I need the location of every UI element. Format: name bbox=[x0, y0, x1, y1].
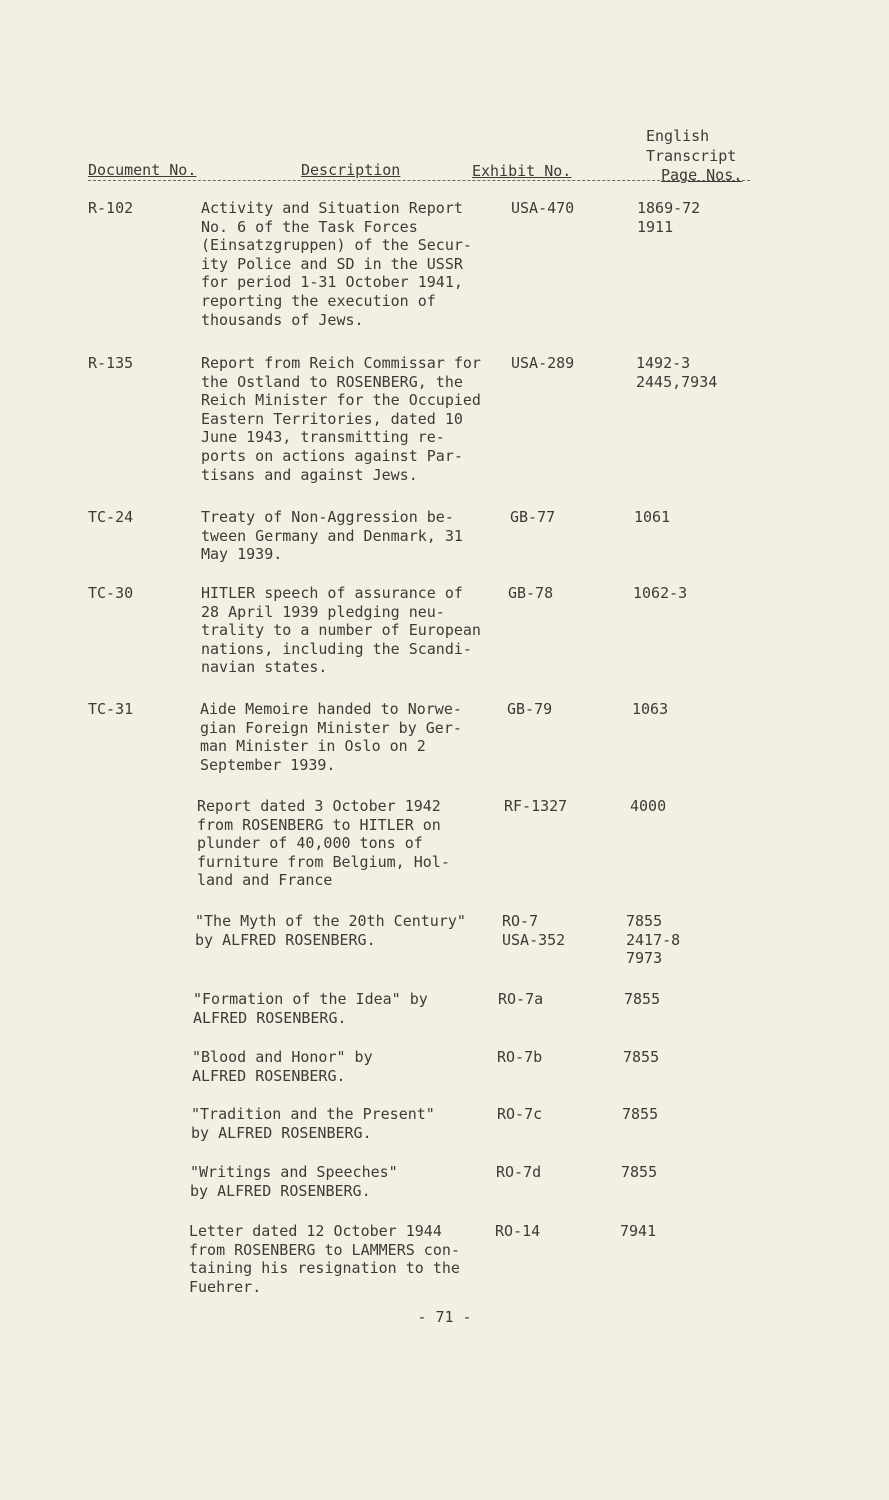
document-number: R-102 bbox=[88, 199, 134, 217]
header-description: Description bbox=[301, 161, 401, 179]
description-line: from ROSENBERG to HITLER on bbox=[197, 815, 441, 834]
transcript-pages bbox=[626, 912, 680, 968]
exhibit-line: RO-7d bbox=[496, 1163, 542, 1181]
description-line: No. 6 of the Task Forces bbox=[201, 217, 418, 236]
description bbox=[197, 797, 450, 890]
pages-line: 2445,7934 bbox=[636, 372, 718, 391]
description-line: land and France bbox=[197, 871, 333, 890]
description-line: "Tradition and the Present" bbox=[191, 1105, 435, 1123]
description-line: Report dated 3 October 1942 bbox=[197, 797, 441, 815]
pages-line: 7855 bbox=[626, 912, 663, 930]
exhibit-line: USA-289 bbox=[511, 354, 575, 372]
exhibit-line: USA-352 bbox=[502, 930, 566, 949]
description-line: ALFRED ROSENBERG. bbox=[192, 1066, 346, 1085]
transcript-pages bbox=[632, 700, 668, 719]
description bbox=[195, 912, 466, 949]
description bbox=[190, 1163, 398, 1200]
description-line: for period 1-31 October 1941, bbox=[201, 273, 463, 292]
description-line: "Writings and Speeches" bbox=[190, 1163, 398, 1181]
document-number: TC-30 bbox=[88, 584, 134, 602]
pages-line: 1061 bbox=[634, 508, 671, 526]
exhibit-line: RO-7c bbox=[497, 1105, 543, 1123]
pages-line: 7855 bbox=[623, 1048, 660, 1066]
exhibit-number bbox=[498, 990, 543, 1009]
description-line: "Blood and Honor" by bbox=[192, 1048, 373, 1066]
exhibit-line: GB-78 bbox=[508, 584, 554, 602]
pages-line: 7973 bbox=[626, 949, 663, 968]
description-line: Letter dated 12 October 1944 bbox=[189, 1222, 442, 1240]
description bbox=[201, 584, 481, 677]
description bbox=[189, 1222, 460, 1296]
pages-line: 7855 bbox=[624, 990, 661, 1008]
description-line: furniture from Belgium, Hol- bbox=[197, 852, 450, 871]
description-line: ALFRED ROSENBERG. bbox=[193, 1008, 347, 1027]
exhibit-line: USA-470 bbox=[511, 199, 575, 217]
description-line: Aide Memoire handed to Norwe- bbox=[200, 700, 462, 718]
transcript-pages bbox=[622, 1105, 658, 1124]
exhibit-line: RO-14 bbox=[495, 1222, 541, 1240]
description-line: the Ostland to ROSENBERG, the bbox=[201, 372, 463, 391]
exhibit-number bbox=[497, 1048, 542, 1067]
transcript-pages bbox=[633, 584, 687, 603]
exhibit-line: RF-1327 bbox=[504, 797, 568, 815]
description-line: September 1939. bbox=[200, 755, 336, 774]
transcript-pages bbox=[624, 990, 660, 1009]
description-line: navian states. bbox=[201, 658, 328, 677]
exhibit-line: GB-77 bbox=[510, 508, 556, 526]
description-line: man Minister in Oslo on 2 bbox=[200, 737, 426, 756]
exhibit-number bbox=[504, 797, 567, 816]
description-line: by ALFRED ROSENBERG. bbox=[190, 1181, 371, 1200]
exhibit-number bbox=[495, 1222, 540, 1241]
description-line: tisans and against Jews. bbox=[201, 465, 418, 484]
pages-line: 1062-3 bbox=[633, 584, 688, 602]
description bbox=[193, 990, 428, 1027]
document-number: TC-31 bbox=[88, 700, 134, 718]
description-line: taining his resignation to the bbox=[189, 1259, 460, 1278]
header-rule bbox=[88, 180, 750, 181]
description-line: tween Germany and Denmark, 31 bbox=[201, 526, 463, 545]
description-line: from ROSENBERG to LAMMERS con- bbox=[189, 1240, 460, 1259]
transcript-pages bbox=[623, 1048, 659, 1067]
description-line: "The Myth of the 20th Century" bbox=[195, 912, 466, 930]
description-line: HITLER speech of assurance of bbox=[201, 584, 463, 602]
description bbox=[192, 1048, 373, 1085]
description-line: ports on actions against Par- bbox=[201, 446, 463, 465]
document-number: R-135 bbox=[88, 354, 134, 372]
pages-line: 1911 bbox=[637, 217, 674, 236]
description-line: thousands of Jews. bbox=[201, 310, 364, 329]
exhibit-number bbox=[511, 354, 574, 373]
exhibit-line: GB-79 bbox=[507, 700, 553, 718]
description-line: (Einsatzgruppen) of the Secur- bbox=[201, 236, 472, 255]
transcript-pages bbox=[636, 354, 717, 391]
exhibit-number bbox=[497, 1105, 542, 1124]
pages-line: 1869-72 bbox=[637, 199, 701, 217]
pages-line: 4000 bbox=[630, 797, 667, 815]
pages-line: 7855 bbox=[622, 1105, 659, 1123]
description-line: Activity and Situation Report bbox=[201, 199, 463, 217]
description-line: May 1939. bbox=[201, 545, 283, 564]
transcript-pages bbox=[620, 1222, 656, 1241]
description-line: by ALFRED ROSENBERG. bbox=[195, 930, 376, 949]
exhibit-line: RO-7a bbox=[498, 990, 544, 1008]
description bbox=[200, 700, 462, 774]
description-line: gian Foreign Minister by Ger- bbox=[200, 718, 462, 737]
description-line: Eastern Territories, dated 10 bbox=[201, 409, 463, 428]
description bbox=[201, 354, 481, 484]
description-line: reporting the execution of bbox=[201, 291, 436, 310]
description-line: nations, including the Scandi- bbox=[201, 639, 472, 658]
exhibit-number bbox=[511, 199, 574, 218]
document-number: TC-24 bbox=[88, 508, 134, 526]
header-transcript-line2: Transcript bbox=[646, 147, 737, 165]
exhibit-number bbox=[502, 912, 565, 949]
description-line: Treaty of Non-Aggression be- bbox=[201, 508, 454, 526]
description bbox=[201, 508, 463, 564]
page-number: - 71 - bbox=[417, 1308, 472, 1326]
transcript-pages bbox=[634, 508, 670, 527]
pages-line: 1063 bbox=[632, 700, 669, 718]
transcript-pages bbox=[621, 1163, 657, 1182]
description-line: Fuehrer. bbox=[189, 1277, 262, 1296]
header-transcript-line1: English bbox=[646, 127, 710, 145]
exhibit-number bbox=[507, 700, 552, 719]
exhibit-number bbox=[510, 508, 555, 527]
header-exhibit-no: Exhibit No. bbox=[472, 162, 572, 180]
exhibit-number bbox=[496, 1163, 541, 1182]
pages-line: 2417-8 bbox=[626, 930, 681, 949]
pages-line: 7855 bbox=[621, 1163, 658, 1181]
pages-line: 1492-3 bbox=[636, 354, 691, 372]
header-document-no: Document No. bbox=[88, 161, 197, 179]
description-line: ity Police and SD in the USSR bbox=[201, 254, 463, 273]
exhibit-number bbox=[508, 584, 553, 603]
transcript-pages bbox=[637, 199, 700, 236]
description-line: Reich Minister for the Occupied bbox=[201, 391, 481, 410]
description-line: 28 April 1939 pledging neu- bbox=[201, 602, 445, 621]
description-line: plunder of 40,000 tons of bbox=[197, 834, 423, 853]
description-line: by ALFRED ROSENBERG. bbox=[191, 1123, 372, 1142]
description-line: Report from Reich Commissar for bbox=[201, 354, 481, 372]
pages-line: 7941 bbox=[620, 1222, 657, 1240]
description-line: June 1943, transmitting re- bbox=[201, 428, 445, 447]
description bbox=[201, 199, 472, 329]
header-transcript-line3: Page Nos. bbox=[661, 166, 743, 184]
transcript-pages bbox=[630, 797, 666, 816]
description-line: trality to a number of European bbox=[201, 621, 481, 640]
exhibit-line: RO-7b bbox=[497, 1048, 543, 1066]
description bbox=[191, 1105, 435, 1142]
description-line: "Formation of the Idea" by bbox=[193, 990, 428, 1008]
exhibit-line: RO-7 bbox=[502, 912, 539, 930]
